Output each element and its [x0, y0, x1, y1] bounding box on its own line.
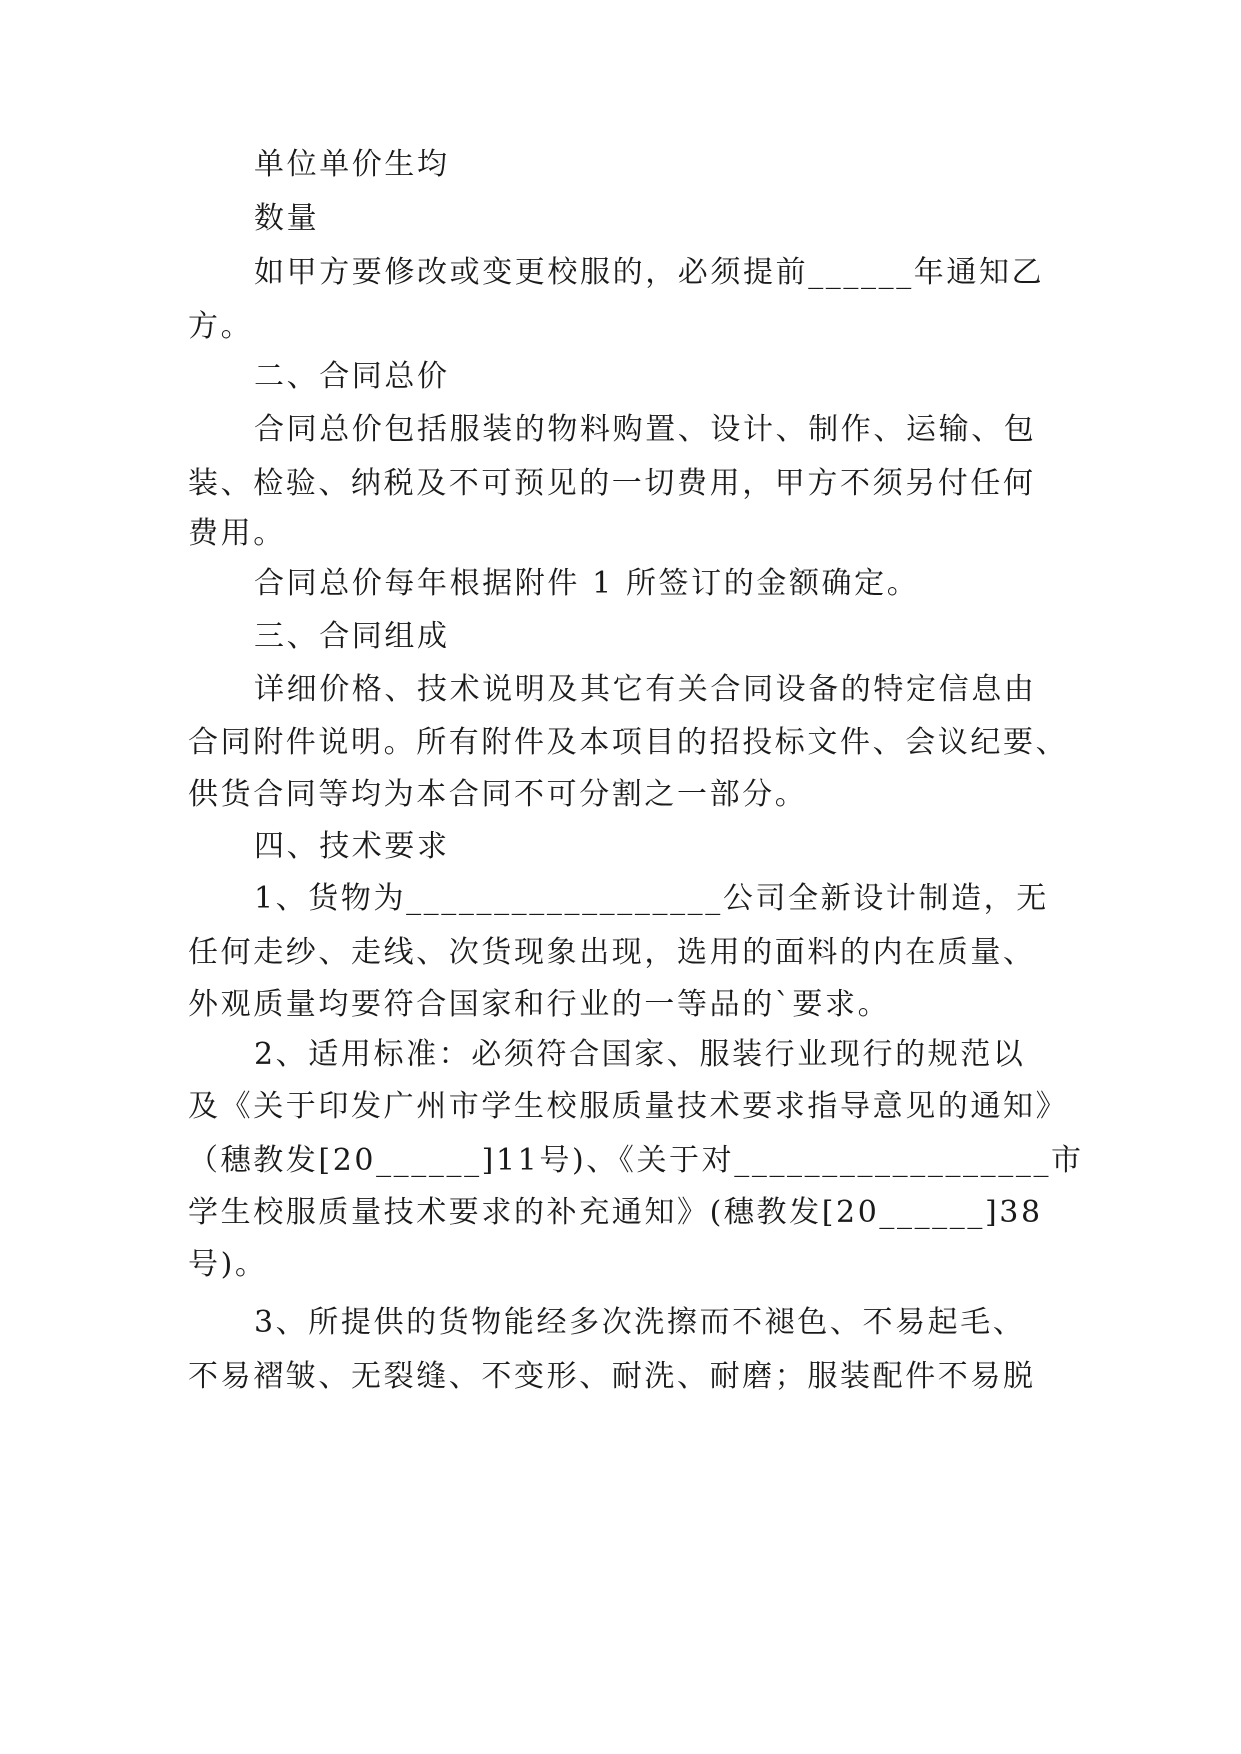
- text-line: 如甲方要修改或变更校服的，必须提前______年通知乙: [254, 255, 1045, 290]
- text-line: 1、货物为__________________公司全新设计制造，无: [254, 881, 1049, 916]
- text-line: 不易褶皱、无裂缝、不变形、耐洗、耐磨；服装配件不易脱: [188, 1359, 1036, 1394]
- text-line: 装、检验、纳税及不可预见的一切费用，甲方不须另付任何: [188, 466, 1036, 501]
- text-line: 号)。: [188, 1247, 268, 1282]
- text-line: 数量: [254, 201, 320, 236]
- text-line: 3、所提供的货物能经多次洗擦而不褪色、不易起毛、: [254, 1305, 1026, 1340]
- text-line: （穗教发[20______]11号)、《关于对__________________市: [188, 1143, 1084, 1178]
- text-line: 合同总价包括服装的物料购置、设计、制作、运输、包: [254, 412, 1037, 447]
- text-line: 供货合同等均为本合同不可分割之一部分。: [188, 777, 808, 812]
- text-line: 详细价格、技术说明及其它有关合同设备的特定信息由: [254, 672, 1037, 707]
- text-line: 学生校服质量技术要求的补充通知》(穗教发[20______]38: [188, 1195, 1043, 1230]
- text-line: 2、适用标准：必须符合国家、服装行业现行的规范以: [254, 1037, 1026, 1072]
- text-line: 费用。: [188, 516, 286, 551]
- text-line: 方。: [188, 309, 254, 344]
- text-line: 及《关于印发广州市学生校服质量技术要求指导意见的通知》: [188, 1089, 1069, 1124]
- text-line: 任何走纱、走线、次货现象出现，选用的面料的内在质量、: [188, 935, 1036, 970]
- section-heading: 四、技术要求: [254, 829, 450, 864]
- section-heading: 三、合同组成: [254, 619, 450, 654]
- text-line: 单位单价生均: [254, 147, 450, 182]
- text-line: 外观质量均要符合国家和行业的一等品的`要求。: [188, 987, 891, 1022]
- text-line: 合同总价每年根据附件 1 所签订的金额确定。: [254, 566, 920, 601]
- section-heading: 二、合同总价: [254, 359, 450, 394]
- text-line: 合同附件说明。所有附件及本项目的招投标文件、会议纪要、: [188, 725, 1069, 760]
